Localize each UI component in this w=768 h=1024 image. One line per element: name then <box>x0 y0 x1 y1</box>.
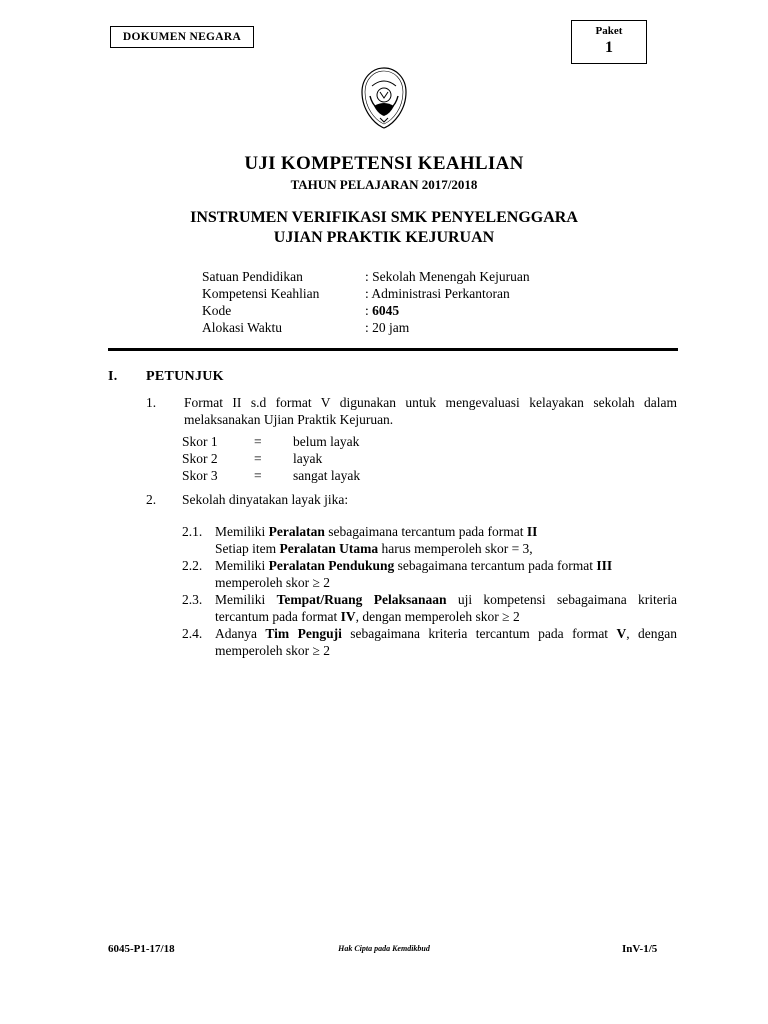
dokumen-negara-label: DOKUMEN NEGARA <box>110 26 254 48</box>
footer-code: 6045-P1-17/18 <box>108 943 175 955</box>
paket-label: Paket <box>595 25 623 37</box>
criteria-text: Memiliki Peralatan Pendukung sebagaimana tercantum pada format III memperoleh skor ≥ 2 <box>215 558 613 590</box>
skor-label: Skor 2 <box>182 451 218 466</box>
identity-row <box>202 319 530 336</box>
identity-table <box>202 268 530 336</box>
skor-row <box>182 450 360 467</box>
skor-row <box>182 467 360 484</box>
criteria-item <box>182 625 677 659</box>
instrument-title-line2: UJIAN PRAKTIK KEJURUAN <box>273 229 495 246</box>
skor-label: Skor 3 <box>182 468 218 483</box>
skor-table <box>182 433 360 484</box>
identity-label: Kompetensi Keahlian <box>202 286 320 301</box>
skor-meaning: layak <box>293 451 323 466</box>
footer-copyright: Hak Cipta pada Kemdikbud <box>338 944 430 953</box>
skor-equals: = <box>254 434 262 449</box>
skor-equals: = <box>254 451 262 466</box>
identity-label: Alokasi Waktu <box>202 320 283 335</box>
instrument-title-line1: INSTRUMEN VERIFIKASI SMK PENYELENGGARA <box>190 209 578 226</box>
identity-label: Satuan Pendidikan <box>202 269 303 284</box>
criteria-item <box>182 557 677 591</box>
footer-page: InV-1/5 <box>622 943 658 955</box>
item-number: 2. <box>146 492 157 507</box>
section-number: I. <box>108 369 118 384</box>
tut-wuri-handayani-logo <box>360 66 408 130</box>
criteria-number: 2.1. <box>182 524 203 539</box>
identity-value: : Sekolah Menengah Kejuruan <box>365 269 530 284</box>
identity-row <box>202 285 530 302</box>
section-title: PETUNJUK <box>146 369 224 384</box>
item-text: Sekolah dinyatakan layak jika: <box>182 492 349 507</box>
skor-equals: = <box>254 468 262 483</box>
instrument-title <box>0 208 768 248</box>
skor-label: Skor 1 <box>182 434 218 449</box>
criteria-text: Memiliki Peralatan sebagaimana tercantum pada format II Setiap item Peralatan Utama harus memperoleh skor = 3, <box>215 524 538 556</box>
divider-rule <box>108 348 678 351</box>
criteria-number: 2.4. <box>182 626 203 641</box>
criteria-number: 2.2. <box>182 558 203 573</box>
identity-label: Kode <box>202 303 232 318</box>
skor-meaning: belum layak <box>293 434 360 449</box>
skor-row <box>182 433 360 450</box>
item-text: Format II s.d format V digunakan untuk mengevaluasi kelayakan sekolah dalam melaksanakan Ujian Praktik Kejuruan. <box>184 395 677 427</box>
kode-value: 6045 <box>372 303 400 318</box>
identity-value: : Administrasi Perkantoran <box>365 286 510 301</box>
academic-year: TAHUN PELAJARAN 2017/2018 <box>290 177 478 192</box>
identity-row <box>202 268 530 285</box>
criteria-item <box>182 523 677 557</box>
identity-row <box>202 302 530 319</box>
paket-number: 1 <box>605 39 613 56</box>
identity-value <box>365 302 399 319</box>
criteria-text: Memiliki Tempat/Ruang Pelaksanaan uji kompetensi sebagaimana kriteria tercantum pada format IV, dengan memperoleh skor ≥ 2 <box>215 592 678 624</box>
criteria-item <box>182 591 677 625</box>
item-number: 1. <box>146 395 157 410</box>
identity-colon: : <box>365 303 373 318</box>
skor-meaning: sangat layak <box>293 468 361 483</box>
criteria-text: Adanya Tim Penguji sebagaimana kriteria tercantum pada format V, dengan memperoleh skor ≥ 2 <box>215 626 678 658</box>
identity-value: : 20 jam <box>365 320 410 335</box>
criteria-number: 2.3. <box>182 592 203 607</box>
exam-title: UJI KOMPETENSI KEAHLIAN <box>244 153 524 174</box>
paket-box <box>571 20 647 64</box>
